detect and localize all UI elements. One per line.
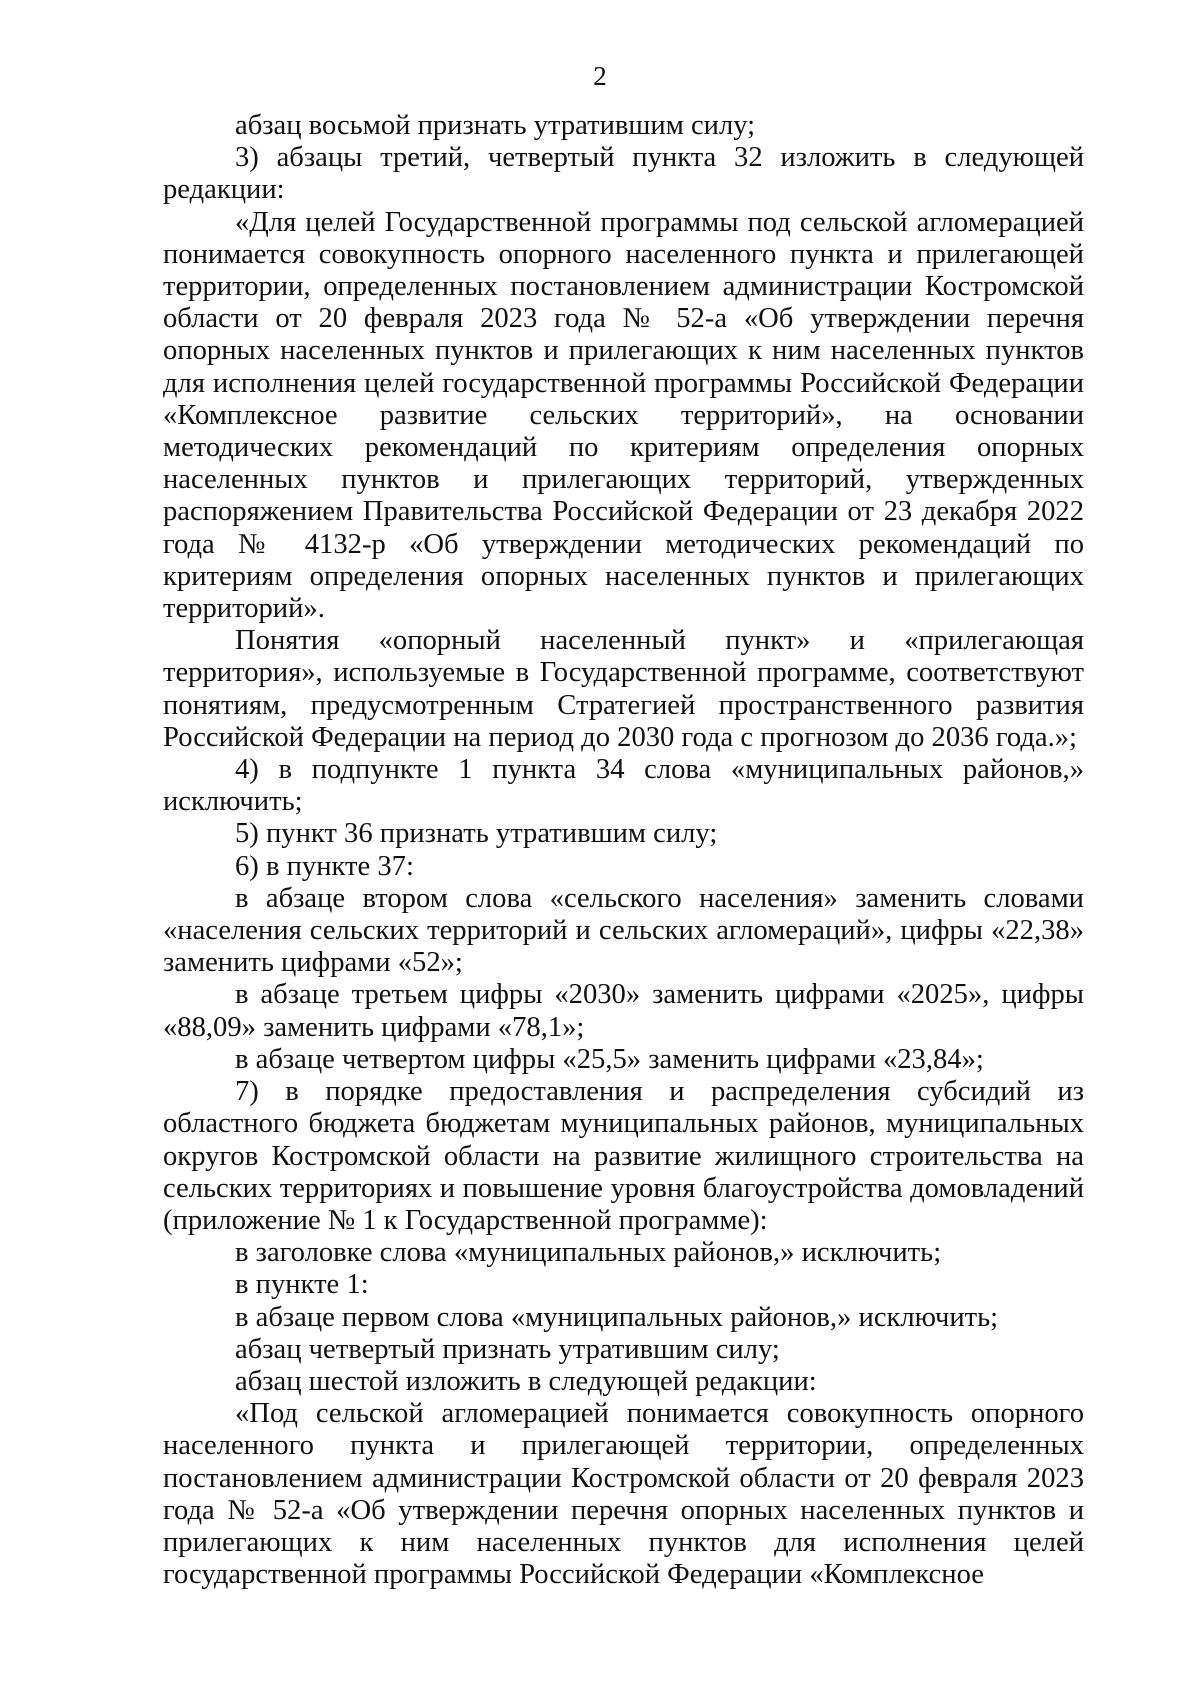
- paragraph-1: абзац восьмой признать утратившим силу;: [235, 110, 756, 141]
- paragraph-16: абзац шестой изложить в следующей редакции:: [235, 1365, 817, 1397]
- paragraph-5: 4) в подпункте 1 пункта 34 слова «муниципальных районов,» исключить;: [163, 754, 1084, 818]
- paragraph-13: в пункте 1:: [235, 1269, 369, 1301]
- document-body: [163, 110, 1084, 1591]
- paragraph-8: в абзаце втором слова «сельского населения» заменить словами «населения сельских территорий и сельских агломераций», цифры «22,38» заменить цифрами «52»;: [163, 882, 1084, 979]
- paragraph-12: в заголовке слова «муниципальных районов,» исключить;: [235, 1237, 942, 1269]
- paragraph-14: в абзаце первом слова «муниципальных районов,» исключить;: [235, 1301, 999, 1333]
- paragraph-10: в абзаце четвертом цифры «25,5» заменить цифрами «23,84»;: [235, 1043, 984, 1075]
- paragraph-17: «Под сельской агломерацией понимается совокупность опорного населенного пункта и прилегающей территории, определенных постановлением администрации Костромской области от 20 февраля 2023 года № 52-а «Об утверждении перечня опорных населенных пунктов и прилегающих к ним населенных пунктов для исполнения целей государственной программы Российской Федерации «Комплексное: [163, 1398, 1084, 1591]
- paragraph-7: 6) в пункте 37:: [235, 850, 414, 882]
- paragraph-3: «Для целей Государственной программы под сельской агломерацией понимается совокупность опорного населенного пункта и прилегающей территории, определенных постановлением администрации Костромской области от 20 февраля 2023 года № 52-а «Об утверждении перечня опорных населенных пунктов и прилегающих к ним населенных пунктов для исполнения целей государственной программы Российской Федерации «Комплексное развитие сельских территорий», на основании методических рекомендаций по критериям определения опорных населенных пунктов и прилегающих территорий, утвержденных распоряжением Правительства Российской Федерации от 23 декабря 2022 года № 4132-р «Об утверждении методических рекомендаций по критериям определения опорных населенных пунктов и прилегающих территорий».: [163, 206, 1084, 625]
- paragraph-9: в абзаце третьем цифры «2030» заменить цифрами «2025», цифры «88,09» заменить цифрами «78,1»;: [163, 979, 1084, 1043]
- paragraph-11: 7) в порядке предоставления и распределения субсидий из областного бюджета бюджетам муниципальных районов, муниципальных округов Костромской области на развитие жилищного строительства на сельских территориях и повышение уровня благоустройства домовладений (приложение № 1 к Государственной программе):: [163, 1076, 1084, 1236]
- paragraph-15: абзац четвертый признать утратившим силу;: [235, 1333, 780, 1365]
- paragraph-6: 5) пункт 36 признать утратившим силу;: [235, 818, 718, 850]
- page-number: 2: [593, 61, 607, 91]
- paragraph-4: Понятия «опорный населенный пункт» и «прилегающая территория», используемые в Государственной программе, соответствуют понятиям, предусмотренным Стратегией пространственного развития Российской Федерации на период до 2030 года с прогнозом до 2036 года.»;: [163, 625, 1084, 753]
- paragraph-2: 3) абзацы третий, четвертый пункта 32 изложить в следующей редакции:: [163, 142, 1084, 206]
